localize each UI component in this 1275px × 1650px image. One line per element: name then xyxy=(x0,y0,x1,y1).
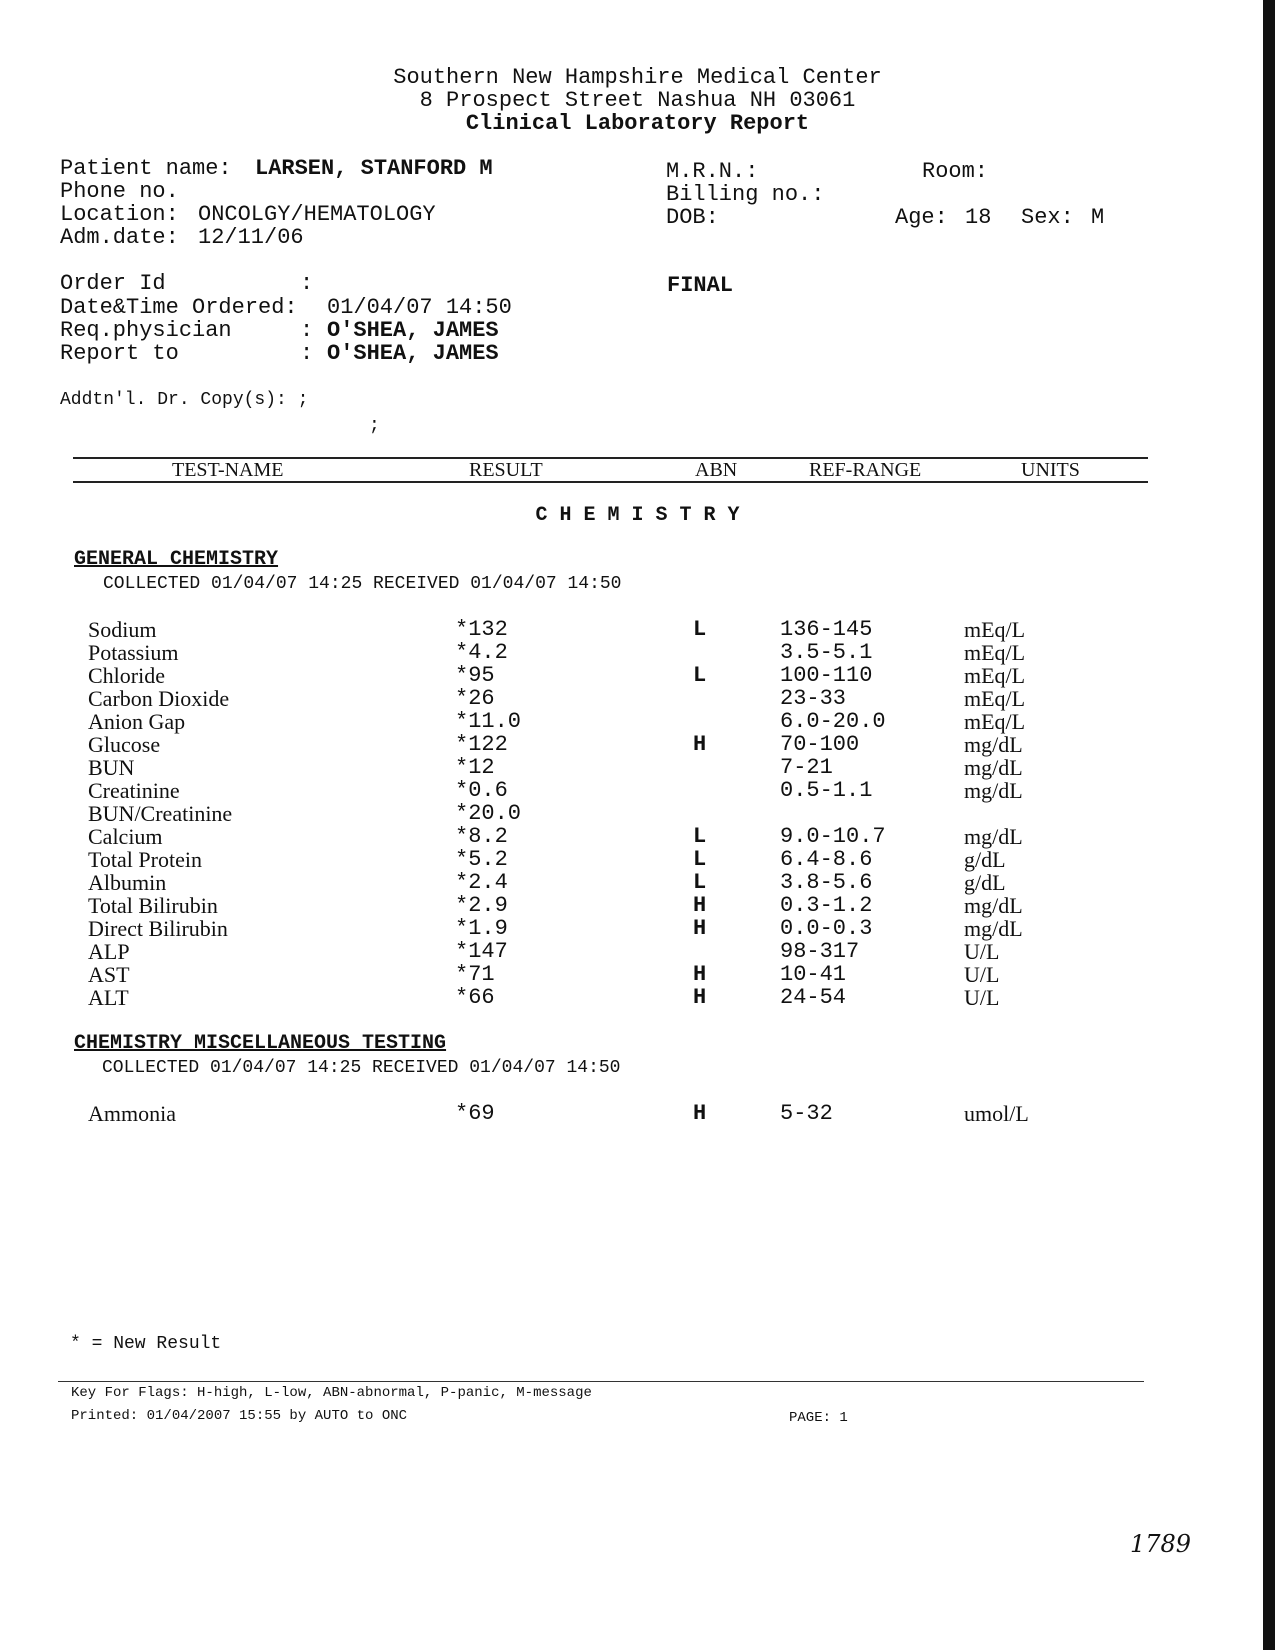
ref-range: 100-110 xyxy=(780,663,873,688)
ref-range: 0.5-1.1 xyxy=(780,778,873,803)
result-row xyxy=(0,641,1275,665)
test-name: Chloride xyxy=(88,663,165,688)
result-value: *2.9 xyxy=(455,893,508,918)
test-name: Sodium xyxy=(88,617,157,642)
abn-flag: L xyxy=(693,870,707,895)
ref-range: 10-41 xyxy=(780,962,847,987)
result-value: *20.0 xyxy=(455,801,522,826)
test-name: Calcium xyxy=(88,824,163,849)
printed-info: Printed: 01/04/2007 15:55 by AUTO to ONC xyxy=(71,1408,408,1424)
abn-flag: H xyxy=(693,985,707,1010)
additional-copies-label: Addtn'l. Dr. Copy(s): ; xyxy=(60,390,309,410)
result-value: *11.0 xyxy=(455,709,522,734)
col-abn: ABN xyxy=(695,459,738,481)
ref-range: 6.4-8.6 xyxy=(780,847,873,872)
result-value: *71 xyxy=(455,962,495,987)
abn-flag: H xyxy=(693,732,707,757)
units: U/L xyxy=(964,939,1000,964)
units: g/dL xyxy=(964,847,1006,872)
patient-name: LARSEN, STANFORD M xyxy=(255,156,493,181)
footer-rule xyxy=(58,1381,1144,1382)
result-value: *147 xyxy=(455,939,508,964)
handwritten-page-mark: 1789 xyxy=(1130,1530,1192,1558)
units: U/L xyxy=(964,962,1000,987)
result-row xyxy=(0,871,1275,895)
test-name: Carbon Dioxide xyxy=(88,686,230,711)
test-name: Potassium xyxy=(88,640,179,665)
age-value: 18 xyxy=(965,205,992,230)
result-value: *5.2 xyxy=(455,847,508,872)
result-row xyxy=(0,733,1275,757)
col-units: UNITS xyxy=(1021,459,1080,481)
abn-flag: L xyxy=(693,824,707,849)
abn-flag: H xyxy=(693,962,707,987)
test-name: ALT xyxy=(88,985,129,1010)
report-to-label: Report to xyxy=(60,341,179,366)
abn-flag: L xyxy=(693,847,707,872)
ref-range: 24-54 xyxy=(780,985,847,1010)
report-status: FINAL xyxy=(667,273,734,298)
location-label: Location: xyxy=(60,202,179,227)
result-value: *95 xyxy=(455,663,495,688)
units: mg/dL xyxy=(964,824,1023,849)
units: mEq/L xyxy=(964,617,1026,642)
result-row xyxy=(0,848,1275,872)
test-name: BUN xyxy=(88,755,135,780)
general-chemistry-title: GENERAL CHEMISTRY xyxy=(74,548,279,571)
req-physician-label: Req.physician xyxy=(60,318,232,343)
units: U/L xyxy=(964,985,1000,1010)
req-physician-value: O'SHEA, JAMES xyxy=(327,318,499,343)
abn-flag: L xyxy=(693,617,707,642)
test-name: Albumin xyxy=(88,870,167,895)
report-to-value: O'SHEA, JAMES xyxy=(327,341,499,366)
units: umol/L xyxy=(964,1101,1029,1126)
test-name: Creatinine xyxy=(88,778,180,803)
units: mg/dL xyxy=(964,755,1023,780)
adm-date-label: Adm.date: xyxy=(60,225,179,250)
units: mg/dL xyxy=(964,732,1023,757)
result-value: *1.9 xyxy=(455,916,508,941)
result-value: *8.2 xyxy=(455,824,508,849)
units: mEq/L xyxy=(964,709,1026,734)
test-name: Anion Gap xyxy=(88,709,186,734)
ref-range: 98-317 xyxy=(780,939,860,964)
misc-collected: COLLECTED 01/04/07 14:25 RECEIVED 01/04/07 14:50 xyxy=(102,1058,621,1078)
result-row xyxy=(0,779,1275,803)
ref-range: 3.8-5.6 xyxy=(780,870,873,895)
order-id-label: Order Id xyxy=(60,271,166,296)
new-result-note: * = New Result xyxy=(70,1334,222,1354)
result-value: *132 xyxy=(455,617,508,642)
req-physician-colon: : xyxy=(300,318,314,343)
result-row xyxy=(0,802,1275,826)
ref-range: 0.3-1.2 xyxy=(780,893,873,918)
result-row xyxy=(0,1102,1275,1126)
section-chemistry: C H E M I S T R Y xyxy=(535,504,740,527)
page-number: PAGE: 1 xyxy=(789,1410,848,1426)
order-id-colon: : xyxy=(300,271,314,296)
ref-range: 70-100 xyxy=(780,732,860,757)
result-row xyxy=(0,917,1275,941)
ref-range: 23-33 xyxy=(780,686,847,711)
report-to-colon: : xyxy=(300,341,314,366)
result-row xyxy=(0,986,1275,1010)
result-value: *0.6 xyxy=(455,778,508,803)
ref-range: 136-145 xyxy=(780,617,873,642)
dob-label: DOB: xyxy=(666,205,719,230)
report-title: Clinical Laboratory Report xyxy=(465,111,810,136)
test-name: BUN/Creatinine xyxy=(88,801,233,826)
sex-value: M xyxy=(1091,205,1105,230)
ref-range: 7-21 xyxy=(780,755,833,780)
ref-range: 9.0-10.7 xyxy=(780,824,886,849)
test-name: Direct Bilirubin xyxy=(88,916,228,941)
test-name: AST xyxy=(88,962,130,987)
result-row xyxy=(0,825,1275,849)
result-row xyxy=(0,664,1275,688)
result-value: *12 xyxy=(455,755,495,780)
units: g/dL xyxy=(964,870,1006,895)
datetime-ordered-value: 01/04/07 14:50 xyxy=(327,295,512,320)
units: mg/dL xyxy=(964,893,1023,918)
test-name: Ammonia xyxy=(88,1101,176,1126)
phone-label: Phone no. xyxy=(60,179,179,204)
abn-flag: L xyxy=(693,663,707,688)
result-row xyxy=(0,710,1275,734)
result-row xyxy=(0,756,1275,780)
sex-label: Sex: xyxy=(1021,205,1074,230)
hospital-name: Southern New Hampshire Medical Center xyxy=(393,65,882,90)
units: mEq/L xyxy=(964,663,1026,688)
result-value: *69 xyxy=(455,1101,495,1126)
additional-copies-semicolon: ; xyxy=(369,416,380,436)
col-ref-range: REF-RANGE xyxy=(809,459,922,481)
abn-flag: H xyxy=(693,916,707,941)
result-row xyxy=(0,963,1275,987)
result-row xyxy=(0,940,1275,964)
room-label: Room: xyxy=(922,159,989,184)
result-value: *2.4 xyxy=(455,870,508,895)
misc-testing-title: CHEMISTRY MISCELLANEOUS TESTING xyxy=(74,1032,447,1055)
result-row xyxy=(0,618,1275,642)
general-collected: COLLECTED 01/04/07 14:25 RECEIVED 01/04/07 14:50 xyxy=(103,574,622,594)
abn-flag: H xyxy=(693,1101,707,1126)
flags-key: Key For Flags: H-high, L-low, ABN-abnormal, P-panic, M-message xyxy=(71,1385,592,1401)
col-result: RESULT xyxy=(469,459,543,481)
units: mg/dL xyxy=(964,916,1023,941)
result-value: *66 xyxy=(455,985,495,1010)
result-row xyxy=(0,894,1275,918)
billing-label: Billing no.: xyxy=(666,182,825,207)
result-row xyxy=(0,687,1275,711)
patient-name-label: Patient name: xyxy=(60,156,232,181)
age-label: Age: xyxy=(895,205,948,230)
units: mEq/L xyxy=(964,640,1026,665)
ref-range: 6.0-20.0 xyxy=(780,709,886,734)
abn-flag: H xyxy=(693,893,707,918)
units: mEq/L xyxy=(964,686,1026,711)
result-value: *26 xyxy=(455,686,495,711)
test-name: Total Protein xyxy=(88,847,202,872)
header-rule-bottom xyxy=(73,481,1148,483)
result-value: *4.2 xyxy=(455,640,508,665)
units: mg/dL xyxy=(964,778,1023,803)
ref-range: 5-32 xyxy=(780,1101,833,1126)
test-name: Total Bilirubin xyxy=(88,893,218,918)
ref-range: 0.0-0.3 xyxy=(780,916,873,941)
mrn-label: M.R.N.: xyxy=(666,159,759,184)
location-value: ONCOLGY/HEMATOLOGY xyxy=(198,202,436,227)
adm-date-value: 12/11/06 xyxy=(198,225,304,250)
datetime-ordered-label: Date&Time Ordered: xyxy=(60,295,298,320)
result-value: *122 xyxy=(455,732,508,757)
ref-range: 3.5-5.1 xyxy=(780,640,873,665)
hospital-address: 8 Prospect Street Nashua NH 03061 xyxy=(419,88,856,113)
test-name: Glucose xyxy=(88,732,161,757)
test-name: ALP xyxy=(88,939,130,964)
col-test-name: TEST-NAME xyxy=(172,459,284,481)
